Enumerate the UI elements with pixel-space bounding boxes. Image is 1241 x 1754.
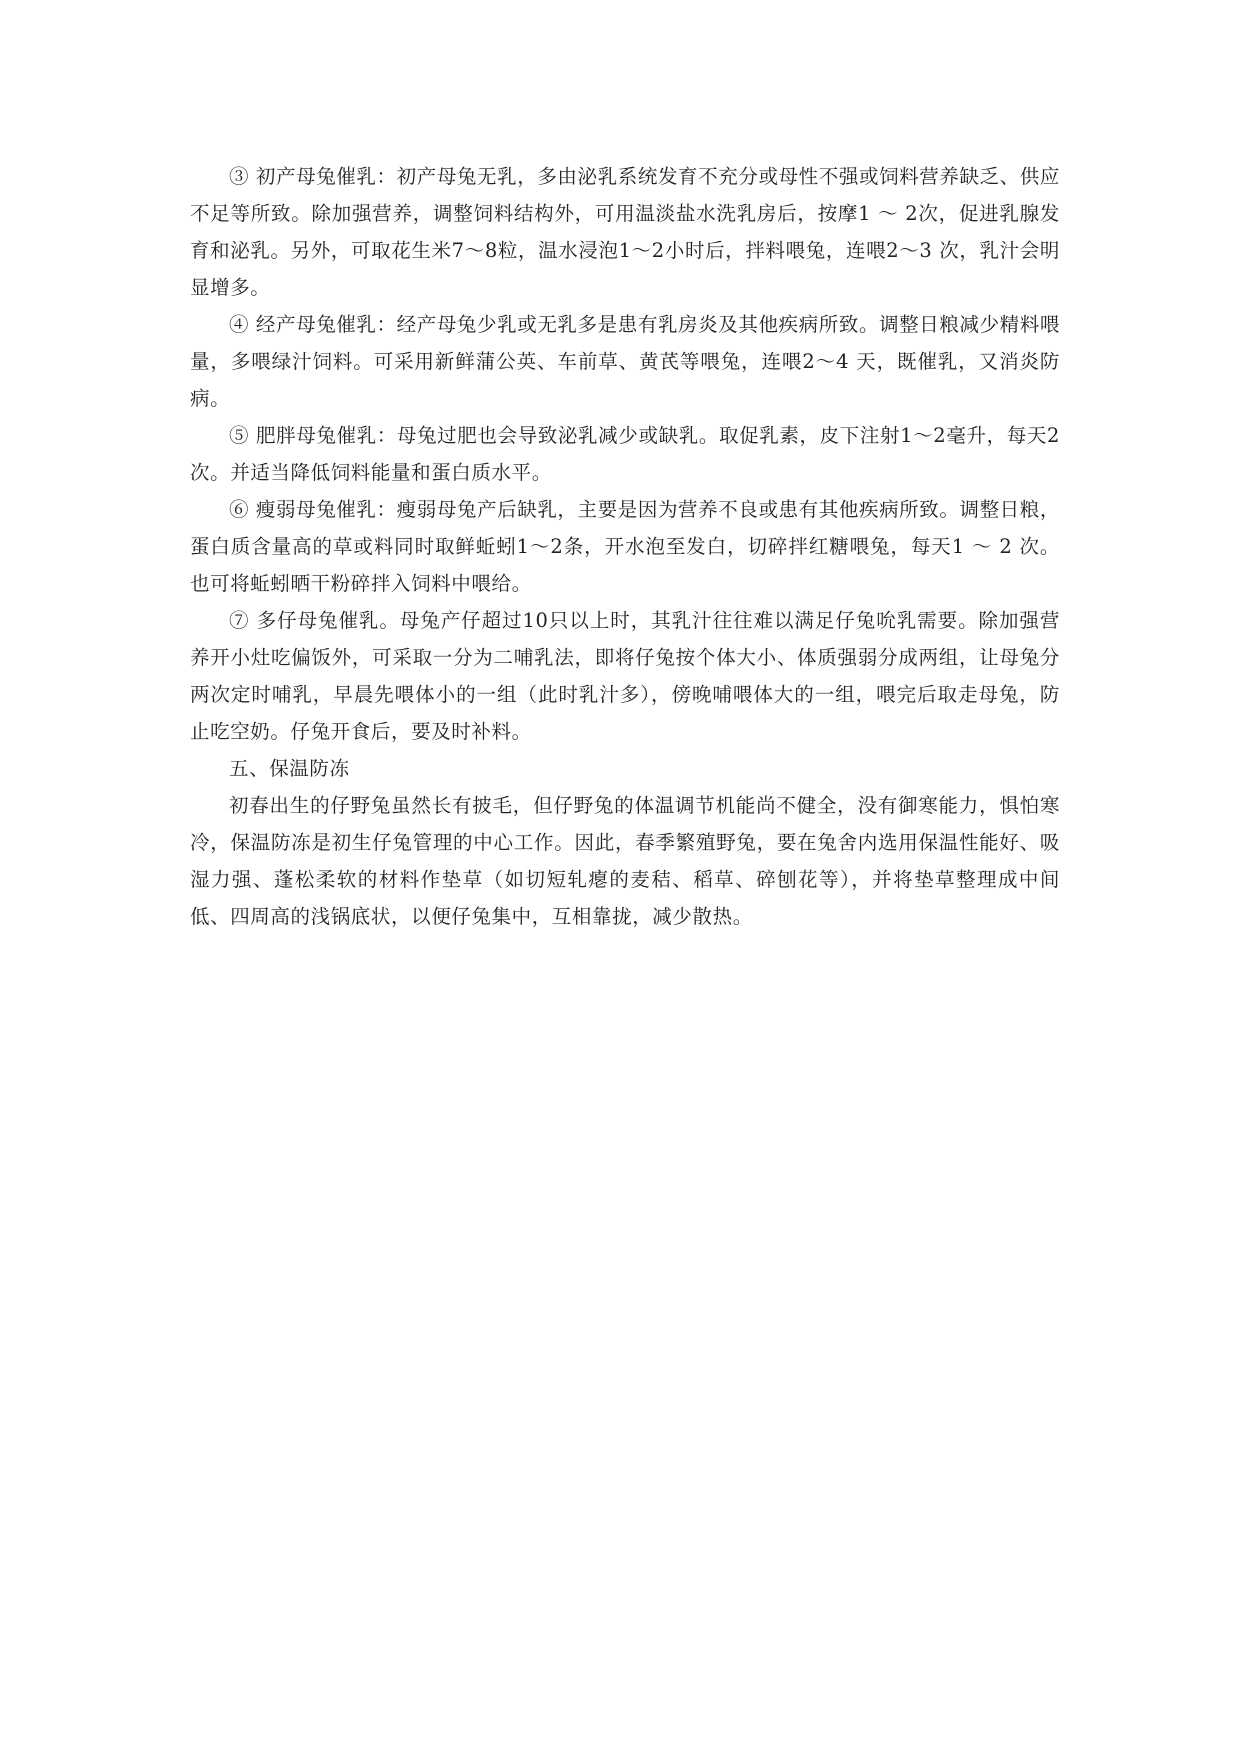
section-heading: 五、保温防冻 — [229, 757, 350, 780]
paragraph-large-litter-lactation: ⑦ 多仔母兔催乳。母兔产仔超过10只以上时，其乳汁往往难以满足仔兔吮乳需要。除加强营养开小灶吃偏饭外，可采取一分为二哺乳法，即将仔兔按个体大小、体质强弱分成两组，让母兔分两次定时哺乳，早晨先喂体小的一组（此时乳汁多），傍晚哺喂体大的一组，喂完后取走母兔，防止吃空奶。仔兔开食后，要及时补料。 — [190, 609, 1060, 743]
paragraph-multiparous-lactation: ④ 经产母兔催乳：经产母兔少乳或无乳多是患有乳房炎及其他疾病所致。调整日粮减少精料喂量，多喂绿汁饲料。可采用新鲜蒲公英、车前草、黄芪等喂兔，连喂2～4 天，既催乳，又消炎防病。 — [190, 313, 1060, 410]
paragraph-weak-lactation: ⑥ 瘦弱母兔催乳：瘦弱母兔产后缺乳，主要是因为营养不良或患有其他疾病所致。调整日粮，蛋白质含量高的草或料同时取鲜蚯蚓1～2条，开水泡至发白，切碎拌红糖喂兔，每天1 ～ 2 次。也可将蚯蚓晒干粉碎拌入饲料中喂给。 — [190, 498, 1060, 595]
paragraph-primiparous-lactation: ③ 初产母兔催乳：初产母兔无乳，多由泌乳系统发育不充分或母性不强或饲料营养缺乏、供应不足等所致。除加强营养，调整饲料结构外，可用温淡盐水洗乳房后，按摩1 ～ 2次，促进乳腺发育和泌乳。另外，可取花生米7～8粒，温水浸泡1～2小时后，拌料喂兔，连喂2～3 次，乳汁会明显增多。 — [190, 165, 1060, 299]
paragraph-warmth-protection: 初春出生的仔野兔虽然长有披毛，但仔野兔的体温调节机能尚不健全，没有御寒能力，惧怕寒冷，保温防冻是初生仔兔管理的中心工作。因此，春季繁殖野兔，要在兔舍内选用保温性能好、吸湿力强、蓬松柔软的材料作垫草（如切短轧瘪的麦秸、稻草、碎刨花等），并将垫草整理成中间低、四周高的浅锅底状，以便仔兔集中，互相靠拢，减少散热。 — [190, 794, 1060, 928]
paragraph-obese-lactation: ⑤ 肥胖母兔催乳：母兔过肥也会导致泌乳减少或缺乳。取促乳素，皮下注射1～2毫升，每天2 次。并适当降低饲料能量和蛋白质水平。 — [190, 424, 1060, 484]
document-body — [190, 158, 1060, 935]
